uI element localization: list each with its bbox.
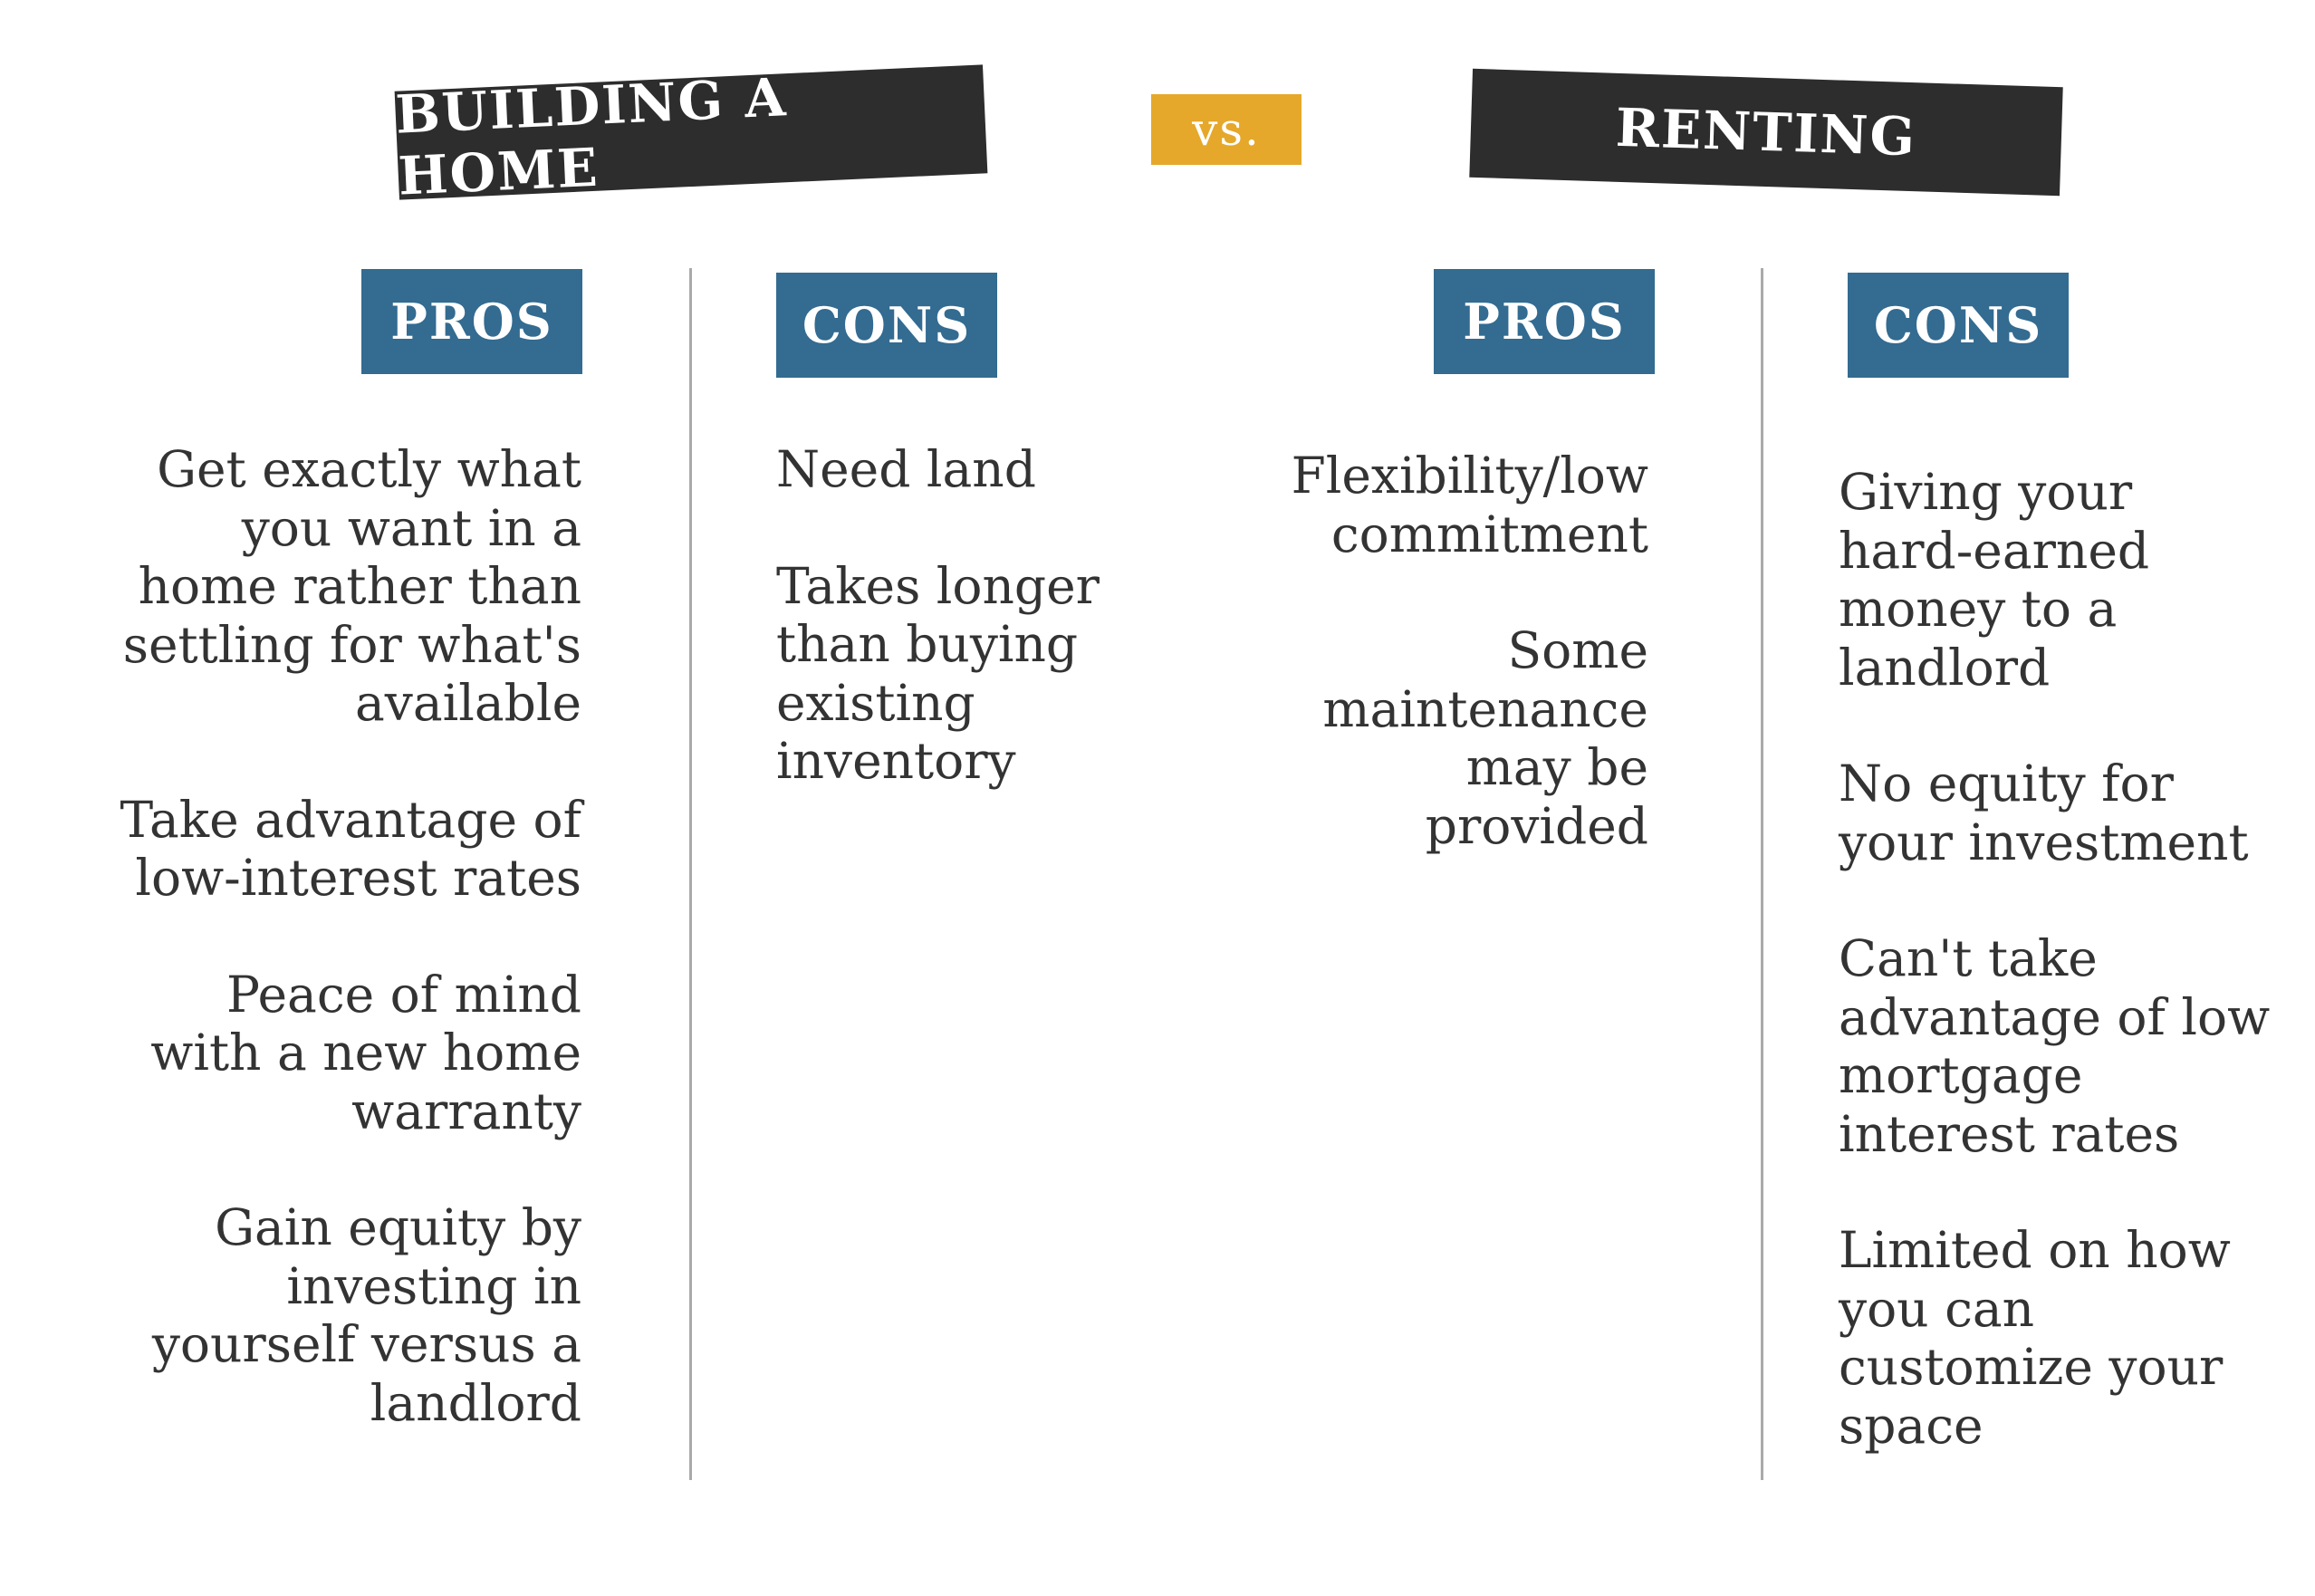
building-con-item: Takes longer than buying existing inventory xyxy=(776,556,1100,790)
building-cons-label: CONS xyxy=(802,296,972,354)
building-a-home-banner xyxy=(394,64,988,207)
building-a-home-title: BUILDING A HOME xyxy=(394,66,789,207)
vs-label: vs. xyxy=(1192,103,1261,156)
vs-badge xyxy=(1151,94,1302,165)
renting-banner xyxy=(1469,69,2062,196)
renting-cons-list xyxy=(1839,463,2273,1513)
building-pros-list xyxy=(118,440,581,1490)
renting-pros-label: PROS xyxy=(1463,293,1626,351)
renting-column-divider xyxy=(1761,268,1763,1480)
renting-cons-tag xyxy=(1848,273,2069,378)
building-pro-item: Gain equity by investing in yourself versus a landlord xyxy=(151,1198,581,1432)
renting-con-item: Giving your hard-earned money to a landlord xyxy=(1839,463,2150,697)
renting-con-item: Can't take advantage of low mortgage interest rates xyxy=(1839,929,2271,1163)
building-cons-list xyxy=(776,440,1166,849)
renting-con-item: Limited on how you can customize your space xyxy=(1839,1221,2231,1455)
renting-con-item: No equity for your investment xyxy=(1839,755,2249,871)
renting-pro-item: Some maintenance may be provided xyxy=(1322,621,1648,855)
building-pro-item: Peace of mind with a new home warranty xyxy=(150,965,581,1140)
building-pro-item: Get exactly what you want in a home rather than settling for what's available xyxy=(122,440,581,732)
building-column-divider xyxy=(689,268,692,1480)
building-pro-item: Take advantage of low-interest rates xyxy=(120,790,581,907)
renting-pros-tag xyxy=(1434,269,1655,374)
building-cons-tag xyxy=(776,273,997,378)
renting-pro-item: Flexibility/low commitment xyxy=(1291,447,1648,563)
renting-cons-label: CONS xyxy=(1873,296,2043,354)
renting-title: RENTING xyxy=(1614,96,1918,168)
building-pros-label: PROS xyxy=(390,293,553,351)
building-pros-tag xyxy=(361,269,582,374)
renting-pros-list xyxy=(1250,447,1648,913)
building-con-item: Need land xyxy=(776,440,1036,498)
